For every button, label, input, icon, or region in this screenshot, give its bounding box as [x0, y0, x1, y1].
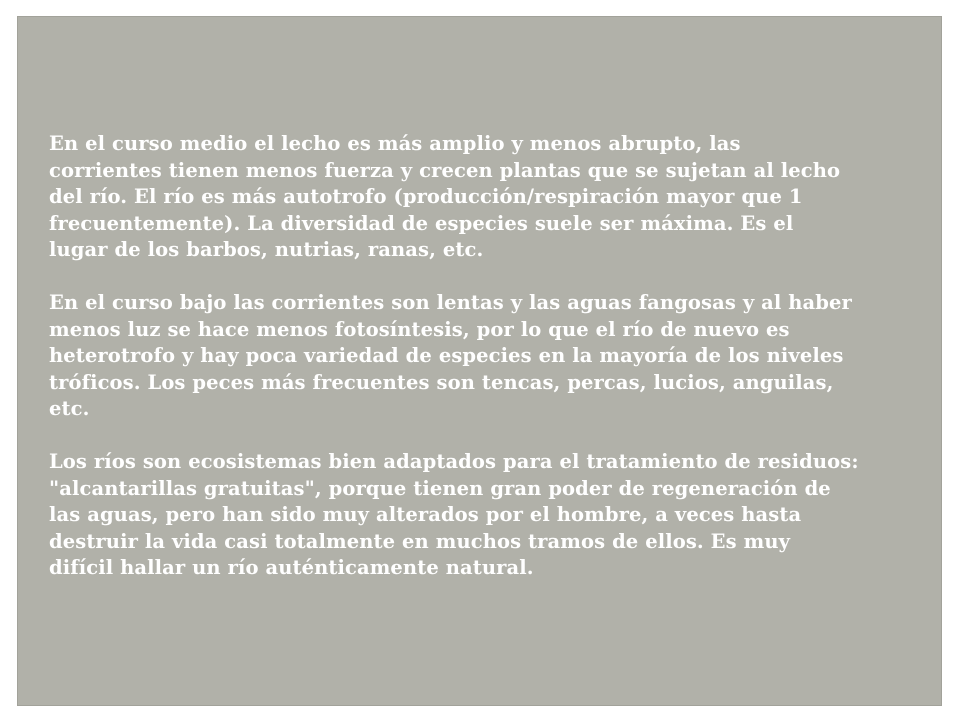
- paragraph-residuos: Los ríos son ecosistemas bien adaptados para el tratamiento de residuos: "alcantarillas gratuitas", porque tienen gran poder de regeneración de las aguas, pero han sido muy alterados por el hombre, a veces hasta destruir la vida casi totalmente en muchos tramos de ellos. Es muy difícil hallar un río auténticamente natural.: [49, 450, 859, 579]
- text-block: [49, 131, 929, 582]
- slide: [17, 16, 942, 706]
- paragraph-curso-medio: En el curso medio el lecho es más amplio y menos abrupto, las corrientes tienen menos fuerza y crecen plantas que se sujetan al lecho del río. El río es más autotrofo (producción/respiración mayor que 1 frecuentemente). La diversidad de especies suele ser máxima. Es el lugar de los barbos, nutrias, ranas, etc.: [49, 132, 841, 261]
- paragraph-curso-bajo: En el curso bajo las corrientes son lentas y las aguas fangosas y al haber menos luz se hace menos fotosíntesis, por lo que el río de nuevo es heterotrofo y hay poca variedad de especies en la mayoría de los niveles tróficos. Los peces más frecuentes son tencas, percas, lucios, anguilas, etc.: [49, 291, 852, 420]
